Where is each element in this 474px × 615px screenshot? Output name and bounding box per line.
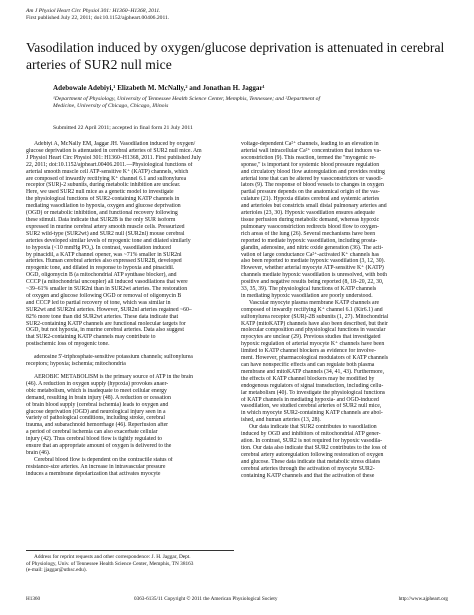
- text-line: brain (46).: [26, 449, 51, 456]
- text-line: (46). A reduction in oxygen supply (hypoxia) provokes anaer-: [26, 380, 169, 387]
- text-line: tissue perfusion during metabolic demand, whereas hypoxic: [241, 216, 380, 223]
- text-line: culature (21). Hypoxia dilates cerebral and systemic arteries: [241, 196, 380, 203]
- text-line: membrane and mitoKATP channels (34, 41, 43). Furthermore,: [241, 368, 385, 375]
- text-line: (e-mail: jjaggar@uthsc.edu).: [26, 567, 87, 574]
- text-line: J Physiol Heart Circ Physiol 301: H1360–H1368, 2011. First published July: [26, 154, 201, 161]
- text-line: 22, 2011; doi:10.1152/ajpheart.00406.2011.—Physiological functions of: [26, 161, 193, 168]
- text-line: and glucose. These data indicate that metabolic stress dilates: [241, 458, 381, 465]
- text-line: OGD, but not hypoxia, in murine cerebral arteries. Data also suggest: [26, 327, 184, 334]
- text-line: Here, we used SUR2 null mice as a genetic model to investigate: [26, 189, 174, 196]
- text-line: also been reported to mediate hypoxic vasodilation (3, 12, 30).: [241, 258, 386, 265]
- text-line: arterial smooth muscle cell ATP-sensitive K⁺ (KATP) channels, which: [26, 168, 189, 175]
- text-line: glandin, adenosine, and nitric oxide generation (36). The acti-: [241, 244, 384, 251]
- text-line: ensure that an appropriate amount of oxygen is delivered to the: [26, 443, 172, 450]
- text-line: CCCP (a mitochondrial uncoupler) all induced vasodilations that were: [26, 279, 188, 286]
- text-line: myocytes are unclear (29). Previous studies that investigated: [241, 334, 381, 341]
- text-line: lar metabolism (40). To investigate the physiological functions: [241, 389, 386, 396]
- text-line: of brain blood supply (cerebral ischemia) leads to oxygen and: [26, 401, 169, 408]
- text-line: receptors; hypoxia; ischemia; mitochondria: [26, 361, 126, 368]
- text-line: to hypoxia (<10 mmHg PO₂). In contrast, vasodilation induced: [26, 244, 171, 251]
- text-line: rich areas of the lung (26). Several mechanisms have been: [241, 230, 376, 237]
- left-column: [26, 141, 234, 478]
- running-header: [26, 8, 169, 23]
- text-line: receptor (SUR)-2 subunits, during metabolic inhibition are unclear.: [26, 182, 181, 189]
- text-line: AEROBIC METABOLISM is the primary source of ATP in the brain: [34, 374, 194, 380]
- text-line: molecular composition and physiological functions in vascular: [241, 327, 386, 334]
- text-line: hypoxic regulation of arterial myocyte K⁺ channels have been: [241, 341, 385, 348]
- text-line: are composed of inwardly rectifying K⁺ channel 6.1 and sulfonylurea: [26, 175, 187, 182]
- text-line: variety of pathological conditions, including stroke, cerebral: [26, 415, 165, 422]
- text-line: the effects of KATP channel blockers may be modified by: [241, 375, 375, 382]
- text-line: Our data indicate that SUR2 contributes to vasodilation: [249, 424, 377, 431]
- affiliation-line: Medicine, University of Chicago, Chicago, Illinois: [53, 103, 169, 110]
- text-line: Vascular myocyte plasma membrane KATP channels are: [249, 299, 380, 306]
- text-line: cerebral artery autoregulation following restoration of oxygen: [241, 451, 384, 458]
- text-line: induces a membrane depolarization that activates myocyte: [26, 470, 161, 477]
- text-line: endogenous regulators of signal transduction, including cellu-: [241, 382, 384, 389]
- footnote-rule: [26, 550, 234, 551]
- text-line: adenosine 5'-triphosphate-sensitive potassium channels; sulfonylurea: [34, 354, 193, 361]
- text-line: lators (9). The response of blood vessels to changes in oxygen: [241, 182, 384, 189]
- text-line: these stimuli. Data indicate that SUR2B is the only SUR isoform: [26, 216, 176, 223]
- affiliations: [53, 96, 453, 111]
- text-line: of Physiology, Univ. of Tennessee Health Science Center, Memphis, TN 38163: [26, 560, 194, 567]
- text-line: tion. Our data also indicate that SUR2 contributes to the loss of: [241, 444, 387, 451]
- text-line: vation of large conductance Ca²⁺-activated K⁺ channels has: [241, 251, 380, 258]
- text-line: channels mediate hypoxic vasodilation is unresolved, with both: [241, 272, 387, 279]
- text-line: Cerebral blood flow is dependent on the contractile status of: [34, 456, 173, 463]
- text-line: in mediating hypoxic vasodilation are poorly understood.: [241, 292, 373, 299]
- text-line: vasodilation, we studied cerebral arteries of SUR2 null mice,: [241, 403, 382, 410]
- article-title: Vasodilation induced by oxygen/glucose deprivation is attenuated in cerebral arteries of SUR2 null mice: [26, 40, 445, 72]
- text-line: expressed in murine cerebral artery smooth muscle cells. Pressurized: [26, 223, 185, 230]
- text-line: of oxygen and glucose following OGD or removal of oligomycin B: [26, 292, 182, 299]
- text-line: in which myocyte SUR2-containing KATP channels are abol-: [241, 410, 383, 417]
- text-line: myogenic tone, and dilated in response to hypoxia and pinacidil.: [26, 265, 175, 272]
- text-line: arterial wall intracellular Ca²⁺ concentration that induces va-: [241, 147, 381, 154]
- text-line: sponse," is important for systemic blood pressure regulation: [241, 161, 380, 168]
- introduction-paragraph: [26, 457, 234, 478]
- text-line: induced by OGD and inhibitors of mitochondrial ATP gener-: [241, 431, 381, 438]
- text-line: the physiological functions of SUR2-containing KATP channels in: [26, 196, 180, 203]
- text-line: glucose deprivation is attenuated in cerebral arteries of SUR2 null mice. Am: [26, 147, 202, 154]
- text-line: resistance-size arteries. An increase in intravascular pressure: [26, 463, 166, 470]
- text-line: mediating vasodilation to hypoxia, oxygen and glucose deprivation: [26, 203, 181, 210]
- first-published: First published July 22, 2011; doi:10.1152/ajpheart.00406.2011.: [26, 15, 170, 22]
- text-line: SUR2 wild-type (SUR2wt) and SUR2 null (SUR2nl) mouse cerebral: [26, 230, 185, 237]
- text-line: KATP (mitoKATP) channels have also been described, but their: [241, 320, 388, 327]
- text-line: cerebral arteries through the activation of myocyte SUR2-: [241, 465, 375, 472]
- text-line: glucose deprivation (OGD) and neurological injury seen in a: [26, 408, 166, 415]
- text-line: injury (42). Thus cerebral blood flow is tightly regulated to: [26, 436, 162, 443]
- text-line: can have nonspecific effects and can regulate both plasma: [241, 362, 375, 368]
- text-line: SUR2wt and SUR2nl arteries. However, SUR2nl arteries regained ~60–: [26, 306, 192, 313]
- text-line: However, whether arterial myocyte ATP-sensitive K⁺ (KATP): [241, 265, 384, 272]
- text-line: of KATP channels in mediating hypoxia- and OGD-induced: [241, 396, 379, 403]
- text-line: arteries developed similar levels of myogenic tone and dilated similarly: [26, 237, 191, 244]
- abstract: [26, 141, 234, 348]
- text-line: soconstriction (9). This reaction, termed the "myogenic re-: [241, 154, 376, 161]
- text-line: by pinacidil, a KATP channel opener, was ~71% smaller in SUR2nl: [26, 251, 182, 258]
- text-line: Adebiyi A, McNally EM, Jaggar JH. Vasodilation induced by oxygen/: [34, 141, 196, 147]
- text-line: and CCCP led to partial recovery of tone, which was similar in: [26, 299, 171, 306]
- affiliation-line: ¹Department of Physiology, University of Tennessee Health Science Center, Memphis, Tennessee; and ²Department of: [53, 96, 321, 102]
- text-line: containing KATP channels and that the activation of these: [241, 472, 375, 479]
- submission-dates: Submitted 22 April 2011; accepted in final form 21 July 2011: [53, 125, 193, 131]
- text-line: pulmonary vasoconstriction redirects blood flow to oxygen-: [241, 223, 379, 230]
- text-line: and arterioles but constricts small distal pulmonary arteries and: [241, 203, 387, 210]
- copyright: 0363-6135/11 Copyright © 2011 the American Physiological Society: [134, 596, 278, 602]
- text-line: ation. In contrast, SUR2 is not required for hypoxic vasodila-: [241, 437, 383, 444]
- journal-citation: Am J Physiol Heart Circ Physiol 301: H1360–H1368, 2011.: [26, 8, 161, 14]
- body-paragraph: [241, 141, 449, 300]
- keywords: [26, 354, 234, 368]
- text-line: limited to KATP channel blockers as evidence for involve-: [241, 348, 376, 355]
- journal-url[interactable]: http://www.ajpheart.org: [398, 596, 448, 602]
- text-line: ment. However, pharmacological modulators of KATP channels: [241, 355, 389, 362]
- text-line: that SUR2-containing KATP channels may contribute to: [26, 334, 156, 341]
- text-line: 82% more tone than did SUR2wt arteries. These data indicate that: [26, 313, 179, 320]
- text-line: obic metabolism, which is inadequate to meet cellular energy: [26, 387, 167, 394]
- text-line: partial pressure depends on the anatomical origin of the vas-: [241, 189, 380, 196]
- text-line: reported to mediate hypoxic vasodilation, including prosta-: [241, 237, 378, 244]
- page-number: H1360: [26, 596, 41, 602]
- text-line: sulfonylurea receptor (SUR)-2B subunits (1, 27). Mitochondrial: [241, 313, 389, 320]
- text-line: positive and negative results being reported (8, 18–20, 22, 30,: [241, 279, 384, 286]
- text-line: demand, resulting in brain injury (48). A reduction or cessation: [26, 394, 171, 401]
- text-line: SUR2-containing KATP channels are functional molecular targets for: [26, 320, 186, 327]
- text-line: Address for reprint requests and other correspondence: J. H. Jaggar, Dept.: [34, 554, 191, 560]
- text-line: 33, 35, 39). The physiological functions of KATP channels: [241, 286, 377, 293]
- text-line: and circulatory blood flow autoregulation and provides resting: [241, 168, 385, 175]
- text-line: voltage-dependent Ca²⁺ channels, leading to an elevation in: [241, 141, 379, 147]
- text-line: postischemic loss of myogenic tone.: [26, 341, 110, 348]
- text-line: trauma, and subarachnoid hemorrhage (46). Reperfusion after: [26, 422, 169, 429]
- text-line: arterial tone that can be altered by vasoconstrictors or vasodi-: [241, 175, 383, 182]
- text-line: arterioles (23, 30). Hypoxic vasodilation ensures adequate: [241, 210, 375, 217]
- body-paragraph: [241, 300, 449, 424]
- correspondence-footnote: [26, 550, 234, 574]
- text-line: ~39–61% smaller in SUR2nl than in SUR2wt arteries. The restoration: [26, 286, 188, 293]
- body-paragraph: [241, 424, 449, 479]
- authors: Adebowale Adebiyi,¹ Elizabeth M. McNally,² and Jonathan H. Jaggar¹: [53, 84, 265, 92]
- text-line: ished, and human arteries (13, 28).: [241, 417, 321, 424]
- text-line: arteries. Human cerebral arteries also expressed SUR2B, developed: [26, 258, 182, 265]
- text-line: OGD, oligomycin B (a mitochondrial ATP synthase blocker), and: [26, 272, 177, 279]
- introduction-paragraph: [26, 374, 234, 457]
- text-line: composed of inwardly rectifying K⁺ channel 6.1 (Kir6.1) and: [241, 306, 383, 313]
- text-line: (OGD) or metabolic inhibition, and functional recovery following: [26, 210, 178, 217]
- text-line: a period of cerebral ischemia can also exacerbate cellular: [26, 429, 158, 436]
- right-column: [241, 141, 449, 479]
